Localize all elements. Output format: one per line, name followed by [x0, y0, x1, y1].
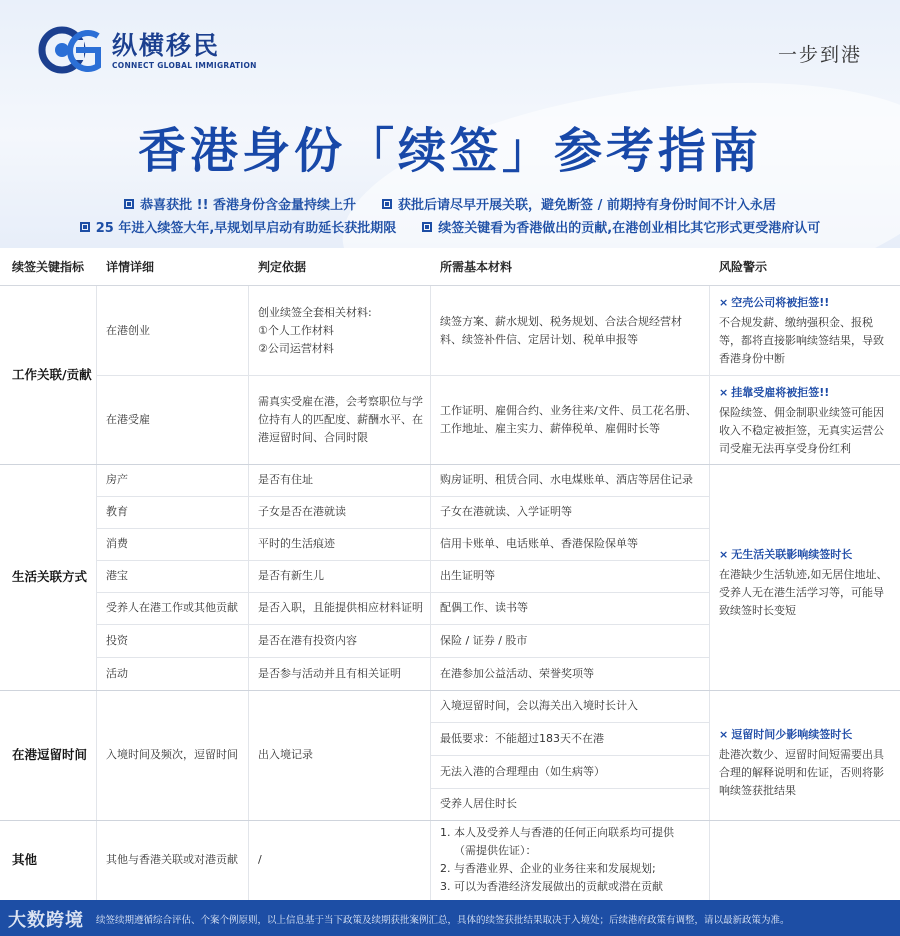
materials-stay: 入境逗留时间，会以海关出入境时长计入: [440, 699, 638, 712]
cross-icon: ×: [719, 548, 729, 561]
risk-text: 不合规发薪、缴纳强积金、报税等，都将直接影响续签结果，导致香港身份中断: [719, 316, 884, 365]
basis-stay: 出入境记录: [258, 748, 313, 761]
col-header-basis: 判定依据: [258, 260, 307, 274]
bullet-text: 25 年进入续签大年,早规划早启动有助延长获批期限: [95, 221, 397, 236]
risk-title: × 空壳公司将被拒签!!: [719, 296, 830, 309]
risk-text: 赴港次数少、逗留时间短需要出具合理的解释说明和佐证，否则将影响续签获批结果: [719, 748, 884, 797]
brand-name-cn: 纵横移民: [112, 30, 221, 60]
basis-employed: 需真实受雇在港，会考察职位与学位持有人的匹配度、薪酬水平、在港逗留时间、合同时限: [258, 394, 423, 444]
materials-other: [440, 820, 706, 900]
square-bullet-icon: [422, 222, 432, 232]
basis-line: ①个人工作材料: [258, 323, 334, 337]
bullet-text: 恭喜获批 !! 香港身份含金量持续上升: [140, 198, 357, 213]
slogan: 一步到港: [777, 44, 862, 66]
materials-stay: 无法入港的合理理由（如生病等）: [440, 764, 605, 778]
basis-life: 是否有住址: [258, 473, 313, 486]
risk-text: 在港缺少生活轨迹,如无居住地址、受养人无在港生活学习等，可能导致续签时长变短: [719, 568, 888, 617]
detail-other: 其他与香港关联或对港贡献: [106, 853, 238, 866]
risk-title: × 挂靠受雇将被拒签!!: [719, 386, 830, 399]
detail-life: 消费: [106, 537, 128, 550]
basis-line: ②公司运营材料: [258, 341, 334, 355]
cross-icon: ×: [719, 296, 729, 309]
group-other: 其他: [12, 852, 38, 867]
risk-title: × 逗留时间少影响续签时长: [719, 728, 853, 741]
cg-logo-icon: [38, 26, 104, 74]
risk-shell-company: [719, 294, 891, 368]
risk-short-stay: [719, 726, 891, 800]
basis-life: 平时的生活痕迹: [258, 537, 335, 550]
bullet-text: 获批后请尽早开展关联，避免断签 / 前期持有身份时间不计入永居: [398, 198, 776, 213]
bullet-text: 续签关键看为香港做出的贡献,在港创业相比其它形式更受港府认可: [438, 221, 821, 236]
divider: [709, 286, 710, 900]
detail-life: 投资: [106, 633, 128, 647]
detail-stay: 入境时间及频次，逗留时间: [106, 748, 238, 761]
detail-startup: 在港创业: [106, 323, 150, 337]
basis-startup: [258, 286, 424, 375]
bullet-item: [422, 217, 820, 236]
bullet-item: [124, 194, 356, 213]
cross-icon: ×: [719, 386, 729, 399]
detail-life: 房产: [106, 473, 128, 486]
bullet-item: [382, 194, 776, 213]
materials-employed: 工作证明、雇佣合约、业务往来/文件、员工花名册、工作地址、雇主实力、薪俸税单、雇佣时长等: [440, 403, 697, 435]
materials-line: （需提供佐证）：: [454, 844, 537, 857]
materials-life: 配偶工作、读书等: [440, 601, 528, 614]
detail-life: 教育: [106, 505, 128, 518]
basis-life: 是否入职，且能提供相应材料证明: [258, 601, 423, 614]
col-header-detail: 详情详细: [106, 260, 155, 274]
basis-other: /: [258, 853, 262, 866]
brand-logo: [38, 26, 257, 74]
detail-life: 受养人在港工作或其他贡献: [106, 601, 238, 614]
col-header-indicator: 续签关键指标: [12, 260, 85, 274]
divider: [430, 286, 431, 900]
hero-banner: [0, 0, 900, 248]
detail-life: 港宝: [106, 569, 128, 582]
basis-life: 是否参与活动并且有相关证明: [258, 666, 401, 680]
group-life: 生活关联方式: [12, 569, 88, 584]
brand-name-en: CONNECT GLOBAL IMMIGRATION: [112, 60, 257, 70]
basis-life: 子女是否在港就读: [258, 505, 346, 518]
materials-life: 在港参加公益活动、荣誉奖项等: [440, 666, 594, 680]
renewal-guide-table: [0, 248, 900, 900]
page-title: 香港身份「续签」参考指南: [137, 123, 762, 179]
materials-life: 信用卡账单、电话账单、香港保险保单等: [440, 537, 638, 550]
materials-line: 3. 可以为香港经济发展做出的贡献或潜在贡献: [440, 880, 663, 893]
basis-line: 创业续签全套相关材料:: [258, 305, 372, 319]
materials-life: 保险 / 证券 / 股市: [440, 633, 528, 647]
bullet-item: [80, 217, 397, 236]
footer-note: 续签续期遵循综合评估、个案个例原则，以上信息基于当下政策及续期获批案例汇总，具体的续签获批结果取决于入境处；后续港府政策有调整，请以最新政策为准。: [96, 915, 790, 926]
group-stay: 在港逗留时间: [12, 747, 88, 762]
square-bullet-icon: [382, 199, 392, 209]
square-bullet-icon: [80, 222, 90, 232]
materials-startup: 续签方案、薪水规划、税务规划、合法合规经营材料、续签补件信、定居计划、税单申报等: [440, 314, 682, 346]
footer-bar: [0, 900, 900, 936]
watermark: 大数跨境: [8, 910, 84, 931]
divider: [96, 286, 97, 900]
col-header-materials: 所需基本材料: [440, 260, 513, 274]
materials-line: 1. 本人及受养人与香港的任何正向联系均可提供: [440, 826, 674, 839]
materials-life: 子女在港就读、入学证明等: [440, 505, 572, 518]
basis-life: 是否在港有投资内容: [258, 633, 357, 647]
materials-life: 购房证明、租赁合同、水电煤账单、酒店等居住记录: [440, 473, 693, 486]
risk-affiliated: [719, 384, 891, 458]
materials-stay: 最低要求：不能超过183天不在港: [440, 731, 604, 745]
risk-no-life-link: [719, 546, 891, 620]
square-bullet-icon: [124, 199, 134, 209]
materials-stay: 受养人居住时长: [440, 797, 517, 810]
bullet-row-1: [0, 194, 900, 213]
group-work: 工作关联/贡献: [12, 367, 92, 382]
materials-line: 2. 与香港业界、企业的业务往来和发展规划;: [440, 862, 656, 875]
col-header-risk: 风险警示: [719, 260, 768, 274]
detail-life: 活动: [106, 666, 128, 680]
risk-title: × 无生活关联影响续签时长: [719, 548, 853, 561]
detail-employed: 在港受雇: [106, 412, 150, 426]
risk-text: 保险续签、佣金制职业续签可能因收入不稳定被拒签，无真实运营公司受雇无法再享受身份红利: [719, 406, 884, 455]
bullet-row-2: [0, 217, 900, 236]
basis-life: 是否有新生儿: [258, 569, 324, 582]
cross-icon: ×: [719, 728, 729, 741]
materials-life: 出生证明等: [440, 569, 495, 582]
table-header: [0, 248, 900, 286]
